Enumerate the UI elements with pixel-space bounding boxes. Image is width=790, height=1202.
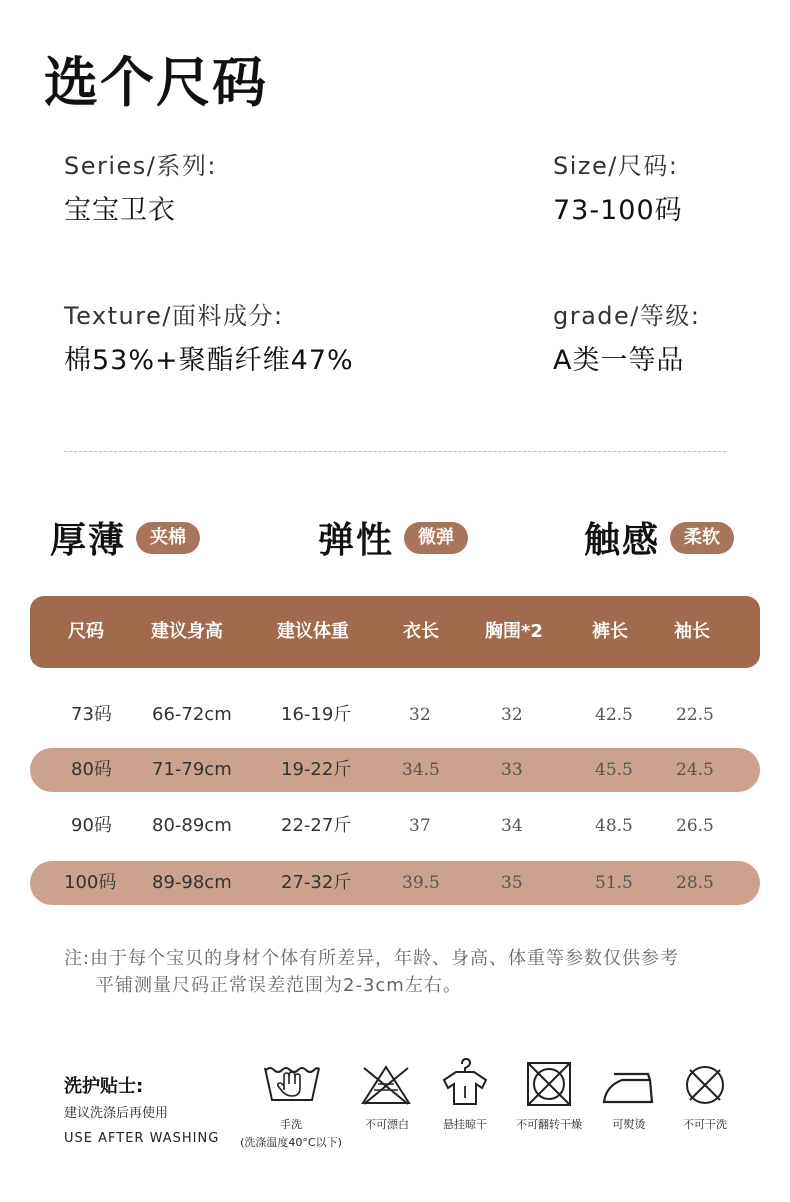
cell-size: 90码	[71, 815, 112, 836]
feature-name: 触感	[584, 520, 661, 561]
measurement-note	[64, 945, 679, 999]
cell-sleeve: 24.5	[676, 760, 714, 780]
header-weight: 建议体重	[277, 621, 349, 642]
cell-chest: 32	[501, 705, 523, 725]
cell-height: 89-98cm	[152, 872, 232, 893]
series-value: 宝宝卫衣	[64, 195, 176, 226]
table-row	[30, 861, 760, 905]
care-label-iron: 可熨烫	[612, 1118, 646, 1131]
header-size: 尺码	[68, 621, 104, 642]
cell-length: 37	[409, 816, 431, 836]
grade-value: A类一等品	[553, 345, 685, 376]
table-row	[30, 748, 760, 792]
texture-label: Texture/面料成分:	[64, 302, 284, 330]
cell-sleeve: 28.5	[676, 873, 714, 893]
grade-label: grade/等级:	[553, 302, 701, 330]
care-english: USE AFTER WASHING	[64, 1131, 220, 1146]
cell-pants: 51.5	[595, 873, 633, 893]
cell-chest: 34	[501, 816, 523, 836]
cell-size: 100码	[64, 872, 117, 893]
header-length: 衣长	[403, 621, 439, 642]
header-pants: 裤长	[592, 621, 628, 642]
feature-badge: 柔软	[670, 522, 734, 554]
care-title: 洗护贴士:	[64, 1076, 144, 1097]
cell-height: 71-79cm	[152, 759, 232, 780]
cell-weight: 19-22斤	[281, 759, 352, 780]
feature-badge: 夹棉	[136, 522, 200, 554]
cell-size: 73码	[71, 704, 112, 725]
cell-sleeve: 22.5	[676, 705, 714, 725]
feature-name: 弹性	[318, 520, 395, 561]
care-subtitle: 建议洗涤后再使用	[64, 1106, 169, 1121]
cell-chest: 33	[501, 760, 523, 780]
cell-length: 34.5	[402, 760, 440, 780]
no-tumble-dry-icon	[525, 1060, 573, 1108]
care-sublabel-hand-wash: (洗涤温度40°C以下)	[240, 1136, 342, 1149]
care-label-no-dry-clean: 不可干洗	[683, 1118, 727, 1131]
page-title: 选个尺码	[44, 51, 268, 114]
cell-pants: 48.5	[595, 816, 633, 836]
hang-dry-icon	[442, 1056, 488, 1108]
header-chest: 胸围*2	[485, 621, 543, 642]
size-label: Size/尺码:	[553, 152, 679, 180]
no-bleach-icon	[360, 1064, 412, 1106]
cell-size: 80码	[71, 759, 112, 780]
cell-pants: 42.5	[595, 705, 633, 725]
header-height: 建议身高	[151, 621, 223, 642]
header-sleeve: 袖长	[674, 621, 710, 642]
size-table-header	[30, 596, 760, 668]
cell-pants: 45.5	[595, 760, 633, 780]
cell-weight: 27-32斤	[281, 872, 352, 893]
cell-weight: 16-19斤	[281, 704, 352, 725]
note-line-1: 注:由于每个宝贝的身材个体有所差异，年龄、身高、体重等参数仅供参考	[64, 948, 680, 969]
size-value: 73-100码	[553, 195, 683, 226]
feature-touch	[584, 512, 734, 563]
cell-chest: 35	[501, 873, 523, 893]
cell-length: 39.5	[402, 873, 440, 893]
table-row	[30, 804, 760, 848]
texture-value: 棉53%+聚酯纤维47%	[64, 345, 354, 376]
section-divider	[64, 451, 726, 452]
cell-height: 80-89cm	[152, 815, 232, 836]
no-dry-clean-icon	[684, 1064, 726, 1106]
feature-name: 厚薄	[50, 520, 127, 561]
cell-height: 66-72cm	[152, 704, 232, 725]
cell-length: 32	[409, 705, 431, 725]
cell-sleeve: 26.5	[676, 816, 714, 836]
care-label-no-tumble-dry: 不可翻转干燥	[516, 1118, 582, 1131]
feature-badge: 微弹	[404, 522, 468, 554]
care-label-no-bleach: 不可漂白	[365, 1118, 409, 1131]
feature-elasticity	[318, 512, 468, 563]
hand-wash-icon	[262, 1060, 322, 1106]
cell-weight: 22-27斤	[281, 815, 352, 836]
series-label: Series/系列:	[64, 152, 217, 180]
care-label-hang-dry: 悬挂晾干	[443, 1118, 487, 1131]
care-label-hand-wash: 手洗	[280, 1118, 302, 1131]
iron-icon	[600, 1064, 656, 1106]
note-line-2: 平铺测量尺码正常误差范围为2-3cm左右。	[96, 975, 462, 996]
table-row	[30, 693, 760, 737]
feature-thickness	[50, 512, 200, 563]
